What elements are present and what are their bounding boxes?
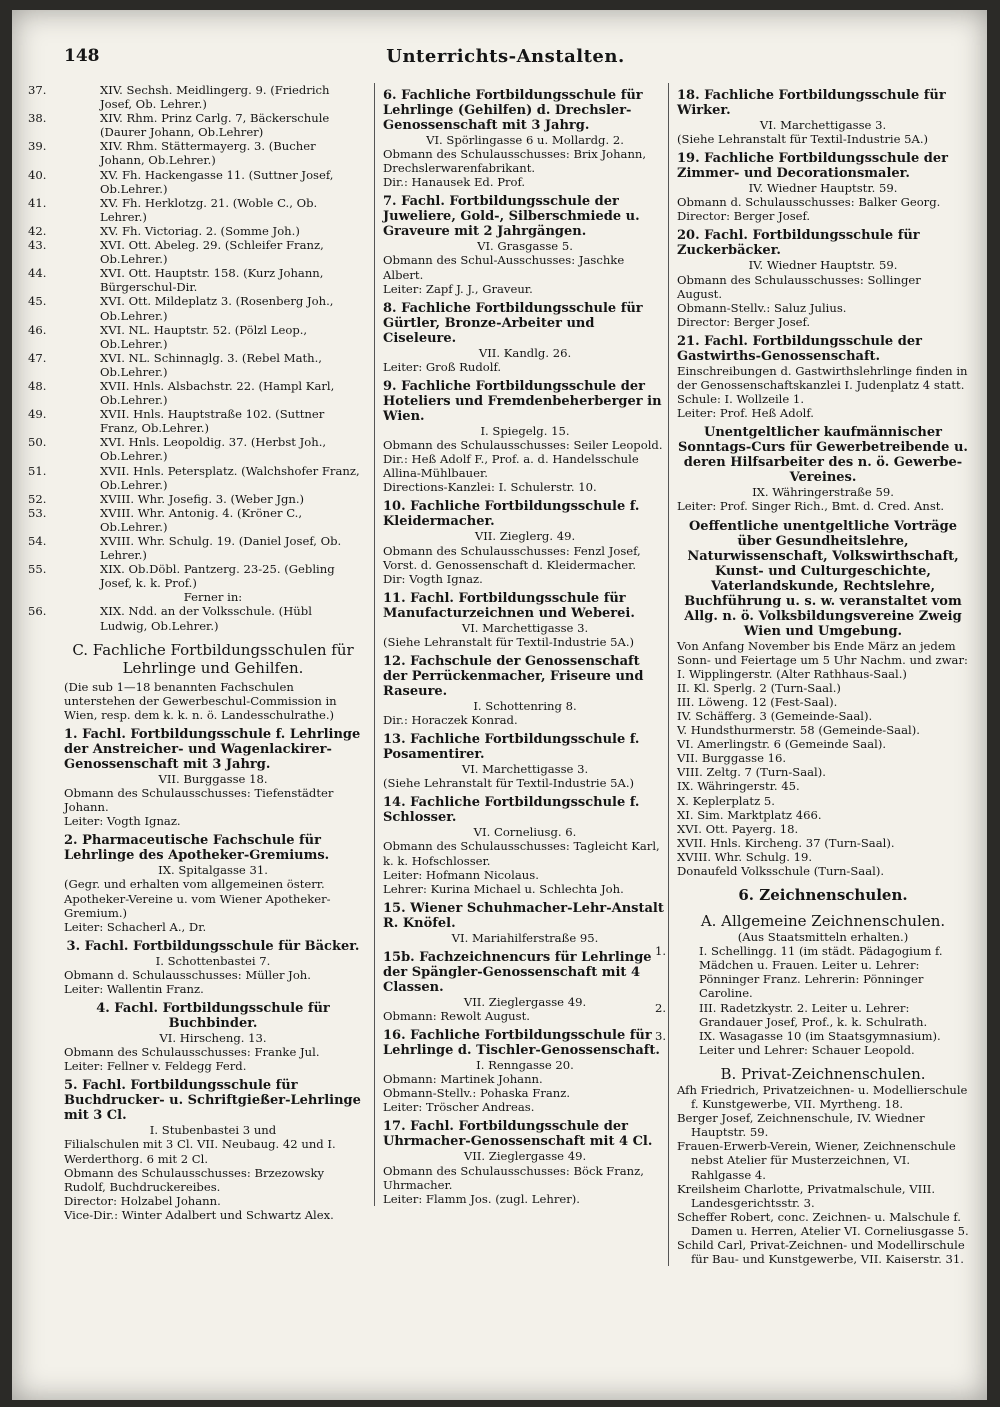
school-detail: Leiter: Wallentin Franz.	[64, 981, 204, 996]
list-item	[28, 111, 362, 140]
item-number: 49.	[28, 407, 47, 422]
item-text: XIV. Rhm. Prinz Carlg. 7, Bäckerschule (Daurer Johann, Ob.Lehrer)	[100, 111, 330, 140]
school-entry	[64, 1001, 362, 1073]
list-item	[28, 195, 362, 224]
item-number: 47.	[28, 350, 47, 365]
school-address: Filialschulen mit 3 Cl. VII. Neubaug. 42 und I. Werderthorg. 6 mit 2 Cl.	[64, 1137, 336, 1166]
school-entry	[64, 1078, 362, 1222]
school-heading: 5. Fachl. Fortbildungsschule für Buchdrucker- u. Schriftgießer-Lehrlinge mit 3 Cl.	[64, 1078, 361, 1124]
item-text: XVIII. Whr. Schulg. 19. (Daniel Josef, Ob. Lehrer.)	[100, 534, 342, 563]
school-address: IV. Wiedner Hauptstr. 59.	[748, 258, 898, 273]
school-detail: Obmann des Schul-Ausschusses: Jaschke Albert.	[383, 253, 625, 282]
item-text: XVI. Ott. Hauptstr. 158. (Kurz Johann, Bürgerschul-Dir.	[100, 266, 324, 295]
section-note: (Die sub 1—18 benannten Fachschulen unterstehen der Gewerbeschul-Commission in Wien, resp. dem k. k. n. ö. Landesschulrathe.)	[64, 679, 337, 722]
school-detail: Obmann des Schulausschusses: Franke Jul.	[64, 1045, 320, 1060]
list-item	[28, 238, 362, 267]
school-entry	[64, 727, 362, 828]
page-number: 148	[64, 46, 100, 66]
item-number: 44.	[28, 266, 47, 281]
section-c-title: C. Fachliche Fortbildungsschulen für Lehrlinge und Gehilfen.	[72, 640, 354, 677]
school-heading: 19. Fachliche Fortbildungsschule der Zimmer- und Decorationsmaler.	[677, 151, 948, 182]
school-detail: Obmann des Schulausschusses: Tagleicht Karl, k. k. Hofschlosser.	[383, 839, 660, 868]
school-detail: Dir: Vogth Ignaz.	[383, 571, 483, 586]
item-number: 52.	[28, 491, 47, 506]
item-number: 46.	[28, 322, 47, 337]
school-heading: 8. Fachliche Fortbildungsschule für Gürtler, Bronze-Arbeiter und Ciseleure.	[383, 300, 643, 346]
item-text: XVIII. Whr. Josefig. 3. (Weber Jgn.)	[100, 491, 305, 506]
item-number: 42.	[28, 223, 47, 238]
lecture-location: X. Keplerplatz 5.	[677, 793, 775, 808]
list-item	[28, 604, 362, 633]
school-entry	[383, 1028, 667, 1114]
item-text: III. Radetzkystr. 2. Leiter u. Lehrer: Grandauer Josef, Prof., k. k. Schulrath.	[699, 1000, 928, 1029]
school-heading: 1. Fachl. Fortbildungsschule f. Lehrlinge der Anstreicher- und Wagenlackirer-Genossenschaft mit 3 Jahrg.	[64, 726, 361, 772]
page-title: Unterrichts-Anstalten.	[386, 46, 625, 67]
school-address: IX. Währingerstraße 59.	[752, 485, 894, 500]
list-item	[28, 139, 362, 168]
school-entry	[677, 334, 969, 420]
lecture-location: Donaufeld Volksschule (Turn-Saal).	[677, 864, 885, 878]
list-item	[28, 167, 362, 196]
school-detail: Leiter: Flamm Jos. (zugl. Lehrer).	[383, 1191, 580, 1206]
lecture-location: XVIII. Whr. Schulg. 19.	[677, 849, 813, 864]
school-entry	[64, 833, 362, 933]
school-detail: Director: Berger Josef.	[677, 314, 811, 329]
school-detail: Obmann des Schulausschusses: Brzezowsky Rudolf, Buchdruckereibes.	[64, 1165, 325, 1194]
school-entry	[64, 939, 362, 996]
school-detail: (Siehe Lehranstalt für Textil-Industrie 5A.)	[383, 634, 635, 649]
item-text: XV. Fh. Victoriag. 2. (Somme Joh.)	[100, 223, 300, 238]
lecture-location: XVII. Hnls. Kircheng. 37 (Turn-Saal).	[677, 835, 895, 850]
school-entry	[383, 301, 667, 374]
item-text: XVII. Hnls. Hauptstraße 102. (Suttner Franz, Ob.Lehrer.)	[100, 407, 325, 436]
item-number: 3.	[655, 1028, 667, 1043]
column-right	[655, 83, 969, 1267]
school-detail: Obmann des Schulausschusses: Fenzl Josef, Vorst. d. Genossenschaft d. Kleidermacher.	[383, 543, 641, 572]
school-entry	[383, 194, 667, 295]
school-detail: Director: Holzabel Johann.	[64, 1193, 221, 1208]
lecture-intro: Von Anfang November bis Ende März an jedem Sonn- und Feiertage um 5 Uhr Nachm. und zwar:	[677, 638, 968, 667]
item-text: XVI. NL. Hauptstr. 52. (Pölzl Leop., Ob.Lehrer.)	[100, 322, 308, 351]
school-heading: 15. Wiener Schuhmacher-Lehr-Anstalt R. Knöfel.	[383, 900, 664, 931]
school-detail: Leiter: Fellner v. Feldegg Ferd.	[64, 1059, 247, 1074]
item-text: XIX. Ndd. an der Volksschule. (Hübl Ludwig, Ob.Lehrer.)	[100, 604, 312, 633]
lecture-entry	[677, 519, 969, 879]
school-address: VII. Zieglerg. 49.	[474, 529, 576, 544]
list-item	[28, 378, 362, 408]
list-item	[28, 505, 362, 534]
school-detail: Dir.: Hanausek Ed. Prof.	[383, 175, 526, 190]
school-address: I. Schottenbastei 7.	[155, 953, 271, 968]
lecture-location: XI. Sim. Marktplatz 466.	[677, 807, 822, 822]
item-text: XV. Fh. Herklotzg. 21. (Woble C., Ob. Lehrer.)	[100, 195, 318, 224]
list-item	[28, 435, 362, 464]
school-detail: (Siehe Lehranstalt für Textil-Industrie 5A.)	[677, 132, 929, 147]
school-address: VII. Zieglergasse 49.	[463, 1149, 587, 1164]
school-detail: Obmann-Stellv.: Saluz Julius.	[677, 300, 847, 315]
school-heading: 16. Fachliche Fortbildungsschule für Lehrlinge d. Tischler-Genossenschaft.	[383, 1028, 660, 1059]
item-text: XVI. NL. Schinnaglg. 3. (Rebel Math., Ob.Lehrer.)	[100, 350, 322, 379]
school-detail: Leiter: Prof. Singer Rich., Bmt. d. Cred. Anst.	[677, 499, 945, 514]
school-heading: 13. Fachliche Fortbildungsschule f. Posamentirer.	[383, 732, 640, 763]
school-a-list	[655, 944, 969, 1057]
list-item	[28, 294, 362, 323]
list-item: Scheffer Robert, conc. Zeichnen- u. Malschule f. Damen u. Herren, Atelier VI. Corneliusgasse 5.	[677, 1209, 969, 1238]
school-detail: Leiter: Tröscher Andreas.	[383, 1100, 535, 1115]
school-address: VI. Hirscheng. 13.	[159, 1031, 267, 1046]
school-detail: Leiter: Hofmann Nicolaus.	[383, 867, 539, 882]
school-detail: Obmann des Schulausschusses: Böck Franz, Uhrmacher.	[383, 1163, 644, 1192]
school-heading: 2. Pharmaceutische Fachschule für Lehrlinge des Apotheker-Gremiums.	[64, 833, 330, 864]
school-address: IV. Wiedner Hauptstr. 59.	[748, 181, 898, 196]
section-6-title: 6. Zeichnenschulen.	[738, 886, 908, 905]
item-number: 53.	[28, 505, 47, 520]
school-address: IX. Spitalgasse 31.	[158, 863, 268, 878]
item-number: 43.	[28, 238, 47, 253]
lecture-locations	[677, 667, 969, 878]
section-a-title: A. Allgemeine Zeichnenschulen.	[700, 912, 946, 931]
school-detail: Lehrer: Kurina Michael u. Schlechta Joh.	[383, 881, 624, 896]
column-left	[28, 83, 362, 1222]
school-address: VI. Marchettigasse 3.	[461, 762, 589, 777]
school-detail: Obmann des Schulausschusses: Brix Johann, Drechslerwarenfabrikant.	[383, 147, 647, 176]
school-address: VI. Marchettigasse 3.	[461, 620, 589, 635]
school-detail: Dir.: Horaczek Konrad.	[383, 713, 518, 728]
school-entry	[383, 1119, 667, 1205]
school-detail: Leiter: Zapf J. J., Graveur.	[383, 281, 533, 296]
school-detail: Obmann d. Schulausschusses: Balker Georg.	[677, 195, 941, 210]
item-text: XIV. Rhm. Stättermayerg. 3. (Bucher Johann, Ob.Lehrer.)	[100, 139, 316, 168]
list-item	[28, 223, 362, 238]
school-address: I. Spiegelg. 15.	[480, 423, 570, 438]
school-heading: Unentgeltlicher kaufmännischer Sonntags-Curs für Gewerbetreibende u. deren Hilfsarbeiter des n. ö. Gewerbe-Vereines.	[678, 425, 968, 486]
item-text: XVI. Ott. Mildeplatz 3. (Rosenberg Joh., Ob.Lehrer.)	[100, 294, 334, 323]
school-detail: Obmann d. Schulausschusses: Müller Joh.	[64, 967, 311, 982]
list-item	[655, 1000, 969, 1029]
school-heading: 7. Fachl. Fortbildungsschule der Juweliere, Gold-, Silberschmiede u. Graveure mit 2 Jahrgängen.	[383, 194, 640, 240]
school-heading: 4. Fachl. Fortbildungsschule für Buchbinder.	[96, 1001, 330, 1032]
lecture-location: VIII. Zeltg. 7 (Turn-Saal).	[677, 765, 826, 780]
item-text: XV. Fh. Hackengasse 11. (Suttner Josef, Ob.Lehrer.)	[100, 167, 334, 196]
lecture-location: XVI. Ott. Payerg. 18.	[677, 821, 799, 836]
school-entries	[677, 88, 969, 514]
item-number: 51.	[28, 463, 47, 478]
list-item	[28, 491, 362, 506]
school-detail: Obmann-Stellv.: Pohaska Franz.	[383, 1086, 571, 1101]
item-text: XVI. Hnls. Leopoldig. 37. (Herbst Joh., Ob.Lehrer.)	[100, 435, 327, 464]
item-number: 40.	[28, 167, 47, 182]
school-address: VI. Mariahilferstraße 95.	[451, 930, 599, 945]
school-entry	[383, 654, 667, 727]
lecture-heading: Oeffentliche unentgeltliche Vorträge über Gesundheitslehre, Naturwissenschaft, Volkswirthschaft, Kunst- und Culturgeschichte, Vaterlandskunde, Rechtslehre, Buchführung u. s. w. veranstaltet vom Allg. n. ö. Volksbildungsvereine Zweig Wien und Umgebung.	[684, 518, 962, 639]
lecture-location: IV. Schäfferg. 3 (Gemeinde-Saal).	[677, 708, 873, 723]
item-number: 55.	[28, 562, 47, 577]
school-entry	[383, 88, 667, 189]
school-address: VII. Zieglergasse 49.	[463, 994, 587, 1009]
item-text: I. Schellingg. 11 (im städt. Pädagogium f. Mädchen u. Frauen. Leiter u. Lehrer: Pönninger Franz. Lehrerin: Pönninger Caroline.	[699, 944, 943, 1001]
lecture-location: II. Kl. Sperlg. 2 (Turn-Saal.)	[677, 680, 841, 695]
school-address: VI. Spörlingasse 6 u. Mollardg. 2.	[426, 133, 624, 147]
list-item	[28, 562, 362, 591]
item-number: 39.	[28, 139, 47, 154]
school-detail: Leiter: Prof. Heß Adolf.	[677, 406, 814, 421]
item-text: XIV. Sechsh. Meidlingerg. 9. (Friedrich Josef, Ob. Lehrer.)	[100, 83, 330, 112]
item-number: 1.	[655, 944, 667, 959]
school-entry	[383, 901, 667, 945]
school-detail: Obmann des Schulausschusses: Seiler Leopold.	[383, 438, 663, 453]
item-number: 37.	[28, 83, 47, 97]
list-item	[28, 534, 362, 563]
list-item: Schild Carl, Privat-Zeichnen- und Modellirschule für Bau- und Kunstgewerbe, VII. Kaiserstr. 31.	[677, 1237, 965, 1267]
lecture-location: VII. Burggasse 16.	[677, 751, 787, 766]
list-item	[28, 407, 362, 436]
list-item	[28, 350, 362, 379]
item-number: 45.	[28, 294, 47, 309]
school-detail: Einschreibungen d. Gastwirthslehrlinge finden in der Genossenschaftskanzlei I. Judenplatz 4 statt. Schule: I. Wollzeile 1.	[677, 363, 968, 407]
document-page	[12, 10, 987, 1400]
list-item	[28, 266, 362, 295]
school-heading: 11. Fachl. Fortbildungsschule für Manufacturzeichnen und Weberei.	[383, 590, 635, 621]
school-detail: (Gegr. und erhalten vom allgemeinen österr. Apotheker-Vereine u. vom Wiener Apotheker-Gremium.)	[64, 877, 331, 920]
item-text: XVII. Hnls. Petersplatz. (Walchshofer Franz, Ob.Lehrer.)	[100, 463, 360, 492]
item-text: IX. Wasagasse 10 (im Staatsgymnasium). Leiter und Lehrer: Schauer Leopold.	[699, 1028, 941, 1057]
list-item	[28, 83, 362, 112]
school-detail: Director: Berger Josef.	[677, 209, 811, 224]
school-entry	[383, 499, 667, 585]
item-number: 54.	[28, 534, 47, 548]
list-item: Berger Josef, Zeichnenschule, IV. Wiedner Hauptstr. 59.	[677, 1111, 925, 1140]
school-heading: 6. Fachliche Fortbildungsschule für Lehrlinge (Gehilfen) d. Drechsler-Genossenschaft mit 3 Jahrg.	[383, 88, 643, 133]
list-item	[28, 463, 362, 492]
school-entry	[383, 795, 667, 895]
list-item	[655, 944, 969, 1001]
school-address: VI. Marchettigasse 3.	[759, 118, 887, 132]
school-entry	[677, 151, 969, 223]
school-heading: 18. Fachliche Fortbildungsschule für Wirker.	[677, 88, 946, 118]
item-number: 48.	[28, 378, 47, 393]
school-entry	[677, 88, 969, 146]
list-item: Frauen-Erwerb-Verein, Wiener, Zeichnenschule nebst Atelier für Musterzeichnen, VI. Rahlgasse 4.	[677, 1139, 956, 1182]
section-a-note: (Aus Staatsmitteln erhalten.)	[737, 930, 909, 945]
school-detail: Obmann: Rewolt August.	[383, 1009, 530, 1023]
school-detail: (Siehe Lehranstalt für Textil-Industrie 5A.)	[383, 776, 635, 791]
school-heading: 21. Fachl. Fortbildungsschule der Gastwirths-Genossenschaft.	[677, 333, 922, 364]
item-text: XVII. Hnls. Alsbachstr. 22. (Hampl Karl, Ob.Lehrer.)	[100, 378, 335, 408]
school-heading: 10. Fachliche Fortbildungsschule f. Kleidermacher.	[383, 499, 640, 530]
list-item	[28, 322, 362, 351]
item-number: 56.	[28, 604, 47, 619]
ferner-line: Ferner in:	[183, 590, 243, 605]
school-address: I. Schottenring 8.	[473, 698, 577, 713]
school-entry	[677, 425, 969, 513]
school-heading: 9. Fachliche Fortbildungsschule der Hoteliers und Fremdenbeherberger in Wien.	[383, 378, 662, 424]
school-detail: Leiter: Vogth Ignaz.	[64, 814, 181, 829]
school-b-list	[677, 1083, 969, 1266]
item-text: XVI. Ott. Abeleg. 29. (Schleifer Franz, Ob.Lehrer.)	[100, 238, 324, 267]
school-heading: 14. Fachliche Fortbildungsschule f. Schlosser.	[383, 795, 640, 826]
page-header	[64, 46, 947, 76]
school-entry	[383, 732, 667, 790]
school-heading: 3. Fachl. Fortbildungsschule für Bäcker.	[66, 938, 360, 954]
school-detail: Dir.: Heß Adolf F., Prof. a. d. Handelsschule Allina-Mühlbauer.	[383, 452, 639, 481]
section-b-title: B. Privat-Zeichnenschulen.	[720, 1064, 926, 1083]
list-item	[655, 1028, 969, 1057]
school-entry	[677, 228, 969, 328]
list-item: Kreilsheim Charlotte, Privatmalschule, VIII. Landesgerichtsstr. 3.	[677, 1181, 936, 1210]
lecture-location: IX. Währingerstr. 45.	[677, 779, 800, 794]
school-address: VI. Corneliusg. 6.	[473, 825, 577, 840]
lecture-location: I. Wipplingerstr. (Alter Rathhaus-Saal.)	[677, 666, 907, 681]
school-detail: Obmann: Martinek Johann.	[383, 1072, 543, 1087]
item-number: 41.	[28, 195, 47, 210]
school-detail: Leiter: Schacherl A., Dr.	[64, 919, 207, 934]
school-address: VI. Grasgasse 5.	[477, 239, 573, 254]
lecture-location: VI. Amerlingstr. 6 (Gemeinde Saal).	[677, 737, 887, 752]
numbered-school-list	[28, 83, 362, 591]
item-number: 2.	[655, 1000, 667, 1015]
school-heading: 20. Fachl. Fortbildungsschule für Zuckerbäcker.	[677, 228, 920, 259]
lecture-location: III. Löweng. 12 (Fest-Saal).	[677, 694, 838, 709]
item-text: XIX. Ob.Döbl. Pantzerg. 23-25. (Gebling Josef, k. k. Prof.)	[100, 562, 335, 591]
lecture-location: V. Hundsthurmerstr. 58 (Gemeinde-Saal).	[677, 723, 920, 738]
school-entry	[383, 950, 667, 1023]
school-address: I. Stubenbastei 3 und	[149, 1123, 277, 1138]
item-number: 50.	[28, 435, 47, 450]
school-entry	[383, 379, 667, 494]
list-item: Afh Friedrich, Privatzeichnen- u. Modellierschule f. Kunstgewerbe, VII. Myrtheng. 18.	[677, 1082, 968, 1112]
school-heading: 12. Fachschule der Genossenschaft der Perrückenmacher, Friseure und Raseure.	[383, 653, 644, 699]
school-detail: Obmann des Schulausschusses: Sollinger August.	[677, 272, 921, 301]
item-number: 38.	[28, 111, 47, 126]
school-detail: Obmann des Schulausschusses: Tiefenstädter Johann.	[64, 786, 334, 815]
school-heading: 15b. Fachzeichnencurs für Lehrlinge der Spängler-Genossenschaft mit 4 Classen.	[383, 949, 652, 995]
school-entry	[383, 591, 667, 649]
school-detail: Directions-Kanzlei: I. Schulerstr. 10.	[383, 480, 597, 495]
column-middle	[374, 83, 667, 1206]
school-detail: Vice-Dir.: Winter Adalbert und Schwartz Alex.	[64, 1207, 334, 1222]
school-address: I. Renngasse 20.	[476, 1058, 574, 1073]
school-address: VII. Burggasse 18.	[158, 771, 268, 786]
school-detail: Leiter: Groß Rudolf.	[383, 359, 502, 374]
school-address: VII. Kandlg. 26.	[478, 345, 572, 360]
school-heading: 17. Fachl. Fortbildungsschule der Uhrmacher-Genossenschaft mit 4 Cl.	[383, 1119, 653, 1150]
item-text: XVIII. Whr. Antonig. 4. (Kröner C., Ob.Lehrer.)	[100, 505, 303, 534]
